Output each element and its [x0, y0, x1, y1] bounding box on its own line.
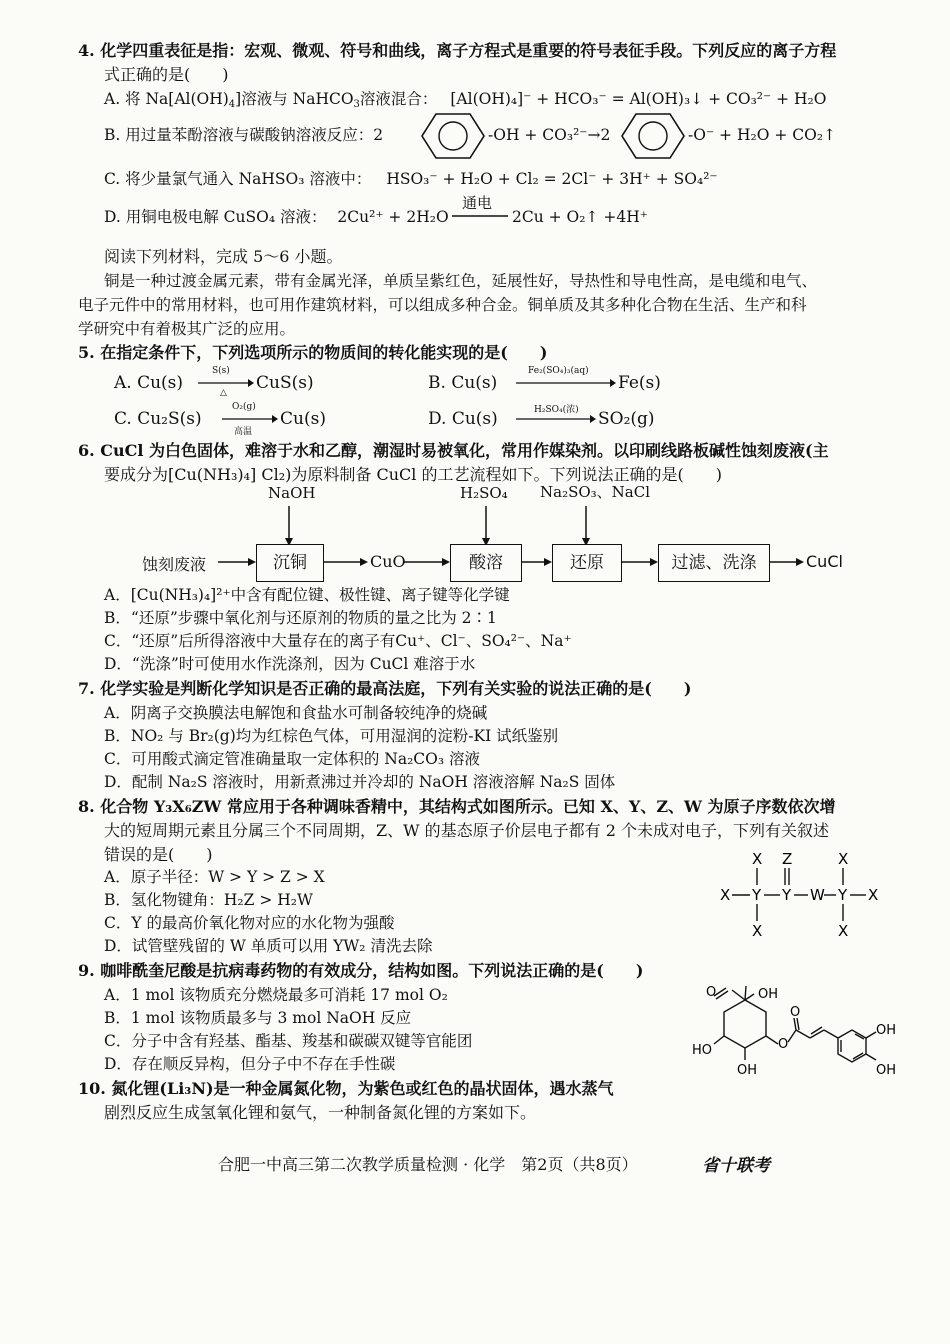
- q5-option-b-left: Cu(s): [451, 373, 498, 393]
- struct-label-oh: OH: [876, 1063, 897, 1078]
- struct-atom-x: X: [868, 886, 879, 904]
- q10-stem-line2: 剧烈反应生成氢氧化锂和氨气，一种制备氮化锂的方案如下。: [104, 1103, 537, 1122]
- q9-option-c: C．分子中含有羟基、酯基、羧基和碳碳双键等官能团: [104, 1032, 473, 1050]
- struct-label-o: O: [790, 1005, 801, 1020]
- q9-option-d: D．存在顺反异构，但分子中不存在手性碳: [104, 1055, 396, 1073]
- q8-structural-formula: [716, 848, 892, 944]
- q4-option-b-right: -O⁻ + H₂O + CO₂↑: [688, 126, 837, 144]
- q7-option-a: A．阴离子交换膜法电解饱和食盐水可制备较纯净的烧碱: [104, 704, 488, 722]
- reaction-arrow-icon: [198, 378, 254, 388]
- struct-atom-x: X: [752, 850, 763, 868]
- struct-label-oh: OH: [737, 1063, 758, 1078]
- q6-stem-line2: 要成分为[Cu(NH₃)₄] Cl₂)为原料制备 CuCl 的工艺流程如下。下列说法正确的是( ): [104, 465, 722, 484]
- flow-step-acid-dissolve: 酸溶: [450, 544, 522, 582]
- q5-option-c-top: O₂(g): [232, 402, 256, 412]
- q4-option-c-text: C. 将少量氯气通入 NaHSO₃ 溶液中：: [104, 170, 372, 188]
- q5-option-a-top: S(s): [212, 366, 230, 376]
- q5-option-c-label: C.: [114, 409, 132, 429]
- struct-label-ho: HO: [692, 1043, 713, 1058]
- q4-option-a-post: 溶液混合：: [359, 90, 438, 108]
- q4-option-b-left: B. 用过量苯酚溶液与碳酸钠溶液反应：2: [104, 126, 384, 144]
- q7-stem: 7. 化学实验是判断化学知识是否正确的最高法庭，下列有关实验的说法正确的是( ): [78, 679, 692, 698]
- struct-atom-z: Z: [782, 850, 793, 868]
- flow-reagent-naoh: NaOH: [268, 484, 316, 502]
- reaction-arrow-icon: [516, 414, 596, 424]
- flow-step-reduce: 还原: [552, 544, 622, 582]
- q9-option-b: B．1 mol 该物质最多与 3 mol NaOH 反应: [104, 1009, 412, 1027]
- q4-option-c: [104, 168, 718, 190]
- struct-atom-x: X: [720, 886, 731, 904]
- footer-seal: 省十联考: [702, 1156, 770, 1176]
- q5-option-d-left: Cu(s): [451, 409, 498, 429]
- reaction-arrow-icon: [452, 212, 510, 220]
- q5-option-a-bottom: △: [220, 388, 227, 398]
- q6-stem-line1: 6. CuCl 为白色固体，难溶于水和乙醇，潮湿时易被氧化，常用作媒染剂。以印刷线路板碱性蚀刻废液(主: [78, 441, 829, 460]
- q5-option-a-left: Cu(s): [137, 373, 184, 393]
- q7-option-d: D．配制 Na₂S 溶液时，用新煮沸过并冷却的 NaOH 溶液溶解 Na₂S 固体: [104, 773, 616, 791]
- q5-option-c-right: Cu(s): [280, 409, 326, 429]
- q6-option-d: D．“洗涤”时可使用水作洗涤剂，因为 CuCl 难溶于水: [104, 655, 476, 673]
- q5-option-b-top: Fe₂(SO₄)₃(aq): [528, 366, 589, 376]
- flow-end-cucl: CuCl: [806, 552, 843, 571]
- q5-option-b-label: B.: [428, 373, 446, 393]
- q4-option-a: A. 将 $Na[Al(OH)_4]$溶液与 NaHCO$_3$溶液混合： [Al(OH)₄]⁻ + HCO₃⁻ = Al(OH)₃↓ + CO₃²⁻ + H₂O: [104, 90, 827, 110]
- q9-stem: 9. 咖啡酰奎尼酸是抗病毒药物的有效成分，结构如图。下列说法正确的是( ): [78, 961, 644, 980]
- q8-option-a: A．原子半径：W > Y > Z > X: [104, 868, 325, 886]
- benzene-ring-icon: [418, 108, 488, 164]
- q4-option-a-mid: ]溶液与 NaHCO: [235, 90, 354, 108]
- q8-option-c: C．Y 的最高价氧化物对应的水化物为强酸: [104, 914, 395, 932]
- q5-option-d-top: H₂SO₄(浓): [534, 405, 579, 415]
- q4-stem-line2: 式正确的是( ): [104, 65, 229, 84]
- q4-option-a-equation: [Al(OH)₄]⁻ + HCO₃⁻ = Al(OH)₃↓ + CO₃²⁻ + H₂O: [450, 90, 827, 108]
- flow-step-filter-wash: 过滤、洗涤: [658, 544, 770, 582]
- struct-atom-y: Y: [782, 886, 792, 904]
- q4-option-d-left: 2Cu²⁺ + 2H₂O: [337, 208, 449, 226]
- flow-reagent-na2so3-nacl: Na₂SO₃、NaCl: [540, 483, 651, 501]
- q4-option-b-mid: -OH + CO₃²⁻→2: [488, 126, 611, 144]
- q6-option-a: A．[Cu(NH₃)₄]²⁺中含有配位键、极性键、离子键等化学键: [104, 586, 510, 604]
- q5-option-d-label: D.: [428, 409, 447, 429]
- struct-atom-w: W: [810, 886, 825, 904]
- q5-option-c-left: Cu₂S(s): [137, 409, 202, 429]
- struct-atom-x: X: [752, 922, 763, 940]
- flow-start-waste-liquid: 蚀刻废液: [142, 555, 207, 574]
- q5-option-b: [428, 372, 497, 394]
- q5-option-a: [114, 372, 183, 394]
- flow-step-precipitate-copper: 沉铜: [256, 544, 324, 582]
- q5-option-a-right: CuS(s): [256, 373, 314, 393]
- reaction-arrow-icon: [516, 378, 616, 388]
- q5-option-d-right: SO₂(g): [598, 409, 655, 429]
- struct-atom-y: Y: [752, 886, 762, 904]
- q4-option-c-equation: HSO₃⁻ + H₂O + Cl₂ = 2Cl⁻ + 3H⁺ + SO₄²⁻: [386, 170, 718, 188]
- q9-option-a: A．1 mol 该物质充分燃烧最多可消耗 17 mol O₂: [104, 986, 448, 1004]
- q4-option-d: [104, 206, 449, 228]
- q10-stem-line1: 10. 氮化锂(Li₃N)是一种金属氮化物，为紫色或红色的晶状固体，遇水蒸气: [78, 1079, 614, 1098]
- q5-option-a-label: A.: [114, 373, 132, 393]
- q8-stem-line3: 错误的是( ): [104, 845, 213, 864]
- q8-stem-line1: 8. 化合物 Y₃X₆ZW 常应用于各种调味香精中，其结构式如图所示。已知 X、Y、Z、W 为原子序数依次增: [78, 797, 836, 816]
- q9-molecular-structure: [690, 978, 910, 1086]
- material-intro: 阅读下列材料，完成 5～6 小题。: [104, 247, 343, 266]
- q8-option-d: D．试管壁残留的 W 单质可以用 YW₂ 清洗去除: [104, 937, 433, 955]
- q5-option-c-bottom: 高温: [234, 427, 253, 437]
- struct-label-oh: OH: [876, 1023, 897, 1038]
- material-paragraph-line3: 学研究中有着极其广泛的应用。: [78, 320, 296, 338]
- q4-option-d-right: 2Cu + O₂↑ +4H⁺: [512, 208, 648, 226]
- q8-option-b: B．氢化物键角：H₂Z > H₂W: [104, 891, 313, 909]
- material-paragraph-line2: 电子元件中的常用材料，也可用作建筑材料，可以组成多种合金。铜单质及其多种化合物在生活、生产和科: [78, 296, 807, 314]
- q4-option-a-pre: A. 将 Na[Al(OH): [104, 90, 229, 108]
- q6-option-b: B．“还原”步骤中氧化剂与还原剂的物质的量之比为 2∶1: [104, 609, 497, 627]
- q4-option-d-text: D. 用铜电极电解 CuSO₄ 溶液：: [104, 208, 327, 226]
- q7-option-c: C．可用酸式滴定管准确量取一定体积的 Na₂CO₃ 溶液: [104, 750, 481, 768]
- struct-label-o: O: [706, 985, 717, 1000]
- benzene-ring-icon: [618, 108, 688, 164]
- page-footer: 合肥一中高三第二次教学质量检测 · 化学 第2页（共8页）: [218, 1155, 638, 1174]
- q7-option-b: B．NO₂ 与 Br₂(g)均为红棕色气体，可用湿润的淀粉-KI 试纸鉴别: [104, 727, 559, 745]
- q4-option-d-condition: 通电: [462, 194, 493, 212]
- struct-label-o: O: [778, 1037, 789, 1052]
- material-paragraph-line1: 铜是一种过渡金属元素，带有金属光泽，单质呈紫红色，延展性好，导热性和导电性高，是电缆和电气、: [104, 272, 818, 290]
- struct-atom-x: X: [838, 850, 849, 868]
- struct-atom-y: Y: [838, 886, 848, 904]
- struct-atom-x: X: [838, 922, 849, 940]
- q5-option-c: [114, 408, 202, 430]
- q8-stem-line2: 大的短周期元素且分属三个不同周期，Z、W 的基态原子价层电子都有 2 个未成对电子，下列有关叙述: [104, 821, 830, 840]
- flow-reagent-h2so4: H₂SO₄: [460, 484, 508, 502]
- q5-option-d: [428, 408, 498, 430]
- q6-option-c: C．“还原”后所得溶液中大量存在的离子有Cu⁺、Cl⁻、SO₄²⁻、Na⁺: [104, 632, 572, 650]
- q4-stem-line1: 4. 化学四重表征是指：宏观、微观、符号和曲线，离子方程式是重要的符号表征手段。下列反应的离子方程: [78, 41, 837, 60]
- struct-label-oh: OH: [758, 987, 779, 1002]
- reaction-arrow-icon: [222, 414, 278, 424]
- q5-stem: 5. 在指定条件下，下列选项所示的物质间的转化能实现的是( ): [78, 343, 548, 362]
- q5-option-b-right: Fe(s): [618, 373, 661, 393]
- flow-intermediate-cuo: CuO: [370, 552, 406, 571]
